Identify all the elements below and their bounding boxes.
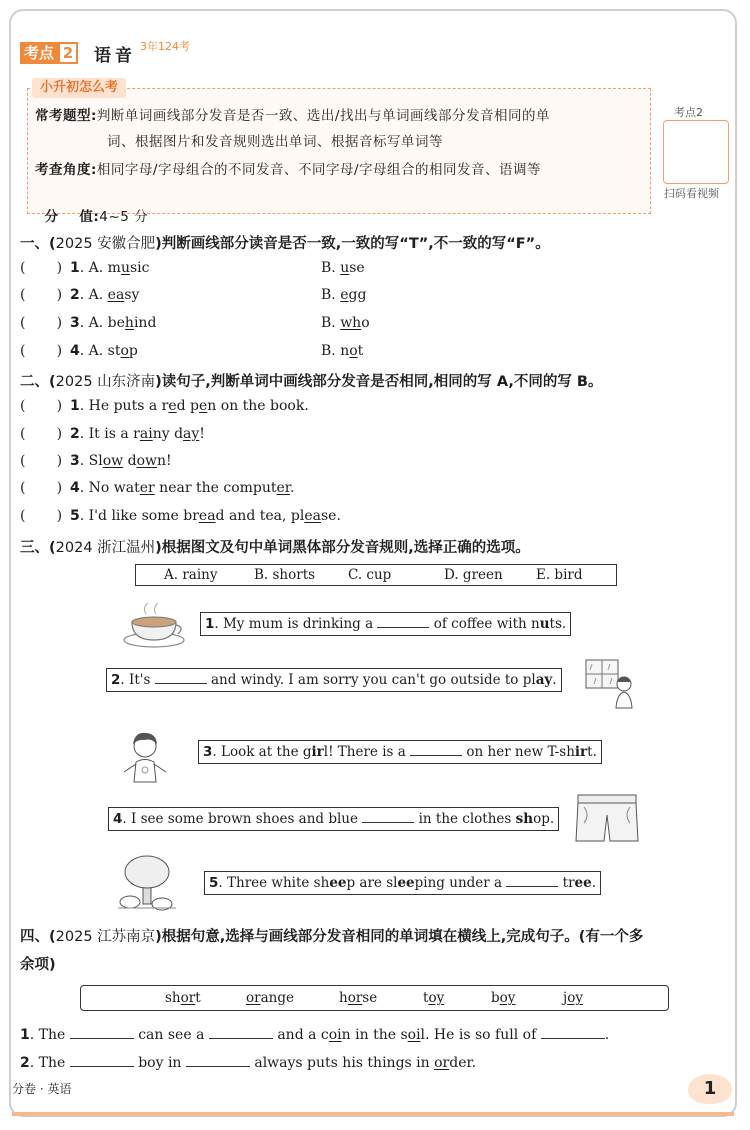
s3-q1-bold: u — [539, 616, 550, 632]
s3-q4-num: 4 — [113, 811, 123, 827]
s4-s1-a: . The — [29, 1027, 66, 1043]
section-4-text: )根据句意,选择与画线部分发音相同的单词填在横线上,完成句子。(有一个多 — [155, 929, 644, 945]
section-1-title — [20, 232, 550, 253]
s3-q1-end: ts. — [549, 616, 567, 632]
s3-q5-bold2: ee — [397, 875, 415, 891]
s4-s2-blank-2[interactable] — [186, 1054, 250, 1067]
s4-s2-num: 2 — [20, 1055, 30, 1071]
s4-s2-c: always puts his things in order. — [254, 1055, 477, 1071]
word-short: short — [165, 990, 201, 1006]
s3-q5-end: . — [591, 875, 597, 891]
section-3-title — [20, 536, 530, 557]
s3-q5-mid2: ping under a — [414, 875, 503, 891]
word-horse: horse — [339, 990, 378, 1006]
info-label-types: 常考题型: — [35, 108, 97, 124]
s2-row-1: ( ) 1. He puts a red pen on the book. — [20, 398, 309, 414]
section-3-text: )根据图文及句中单词黑体部分发音规则,选择正确的选项。 — [155, 540, 530, 556]
s3-q5-num: 5 — [209, 875, 219, 891]
s3-q2-end: . — [552, 672, 557, 688]
s1-row-4: ( ) 4. A. stop — [20, 343, 138, 359]
option-b: B. shorts — [254, 567, 316, 583]
s3-q2-post: and windy. I am sorry you can't go outside to pl — [210, 672, 536, 688]
s4-s2-b: boy in — [138, 1055, 182, 1071]
s1-row-3: ( ) 3. A. behind — [20, 315, 157, 331]
page-number: 1 — [688, 1074, 732, 1104]
topic-title: 语音 — [94, 46, 136, 66]
exam-info-tag: 小升初怎么考 — [32, 78, 126, 98]
s3-q5-pre: . Three white sh — [218, 875, 330, 891]
s3-q1-num: 1 — [205, 616, 215, 632]
footer-label: 分卷 · 英语 — [12, 1082, 72, 1096]
s4-sentence-1 — [20, 1026, 609, 1043]
s2-row-2: ( ) 2. It is a rainy day! — [20, 426, 205, 442]
s1-opt-b-3: B. who — [321, 315, 370, 331]
info-text-types: 判断单词画线部分发音是否一致、选出/找出与单词画线部分发音相同的单 — [96, 108, 550, 124]
s3-q1-pre: . My mum is drinking a — [214, 616, 374, 632]
s1-row-2: ( ) 2. A. easy — [20, 287, 140, 303]
word-joy: joy — [563, 990, 583, 1006]
s3-q3-mid: l! There is a — [323, 744, 406, 760]
info-line-2: 词、根据图片和发音规则选出单词、根据音标写单词等 — [107, 134, 443, 150]
shorts-icon — [574, 793, 640, 845]
s3-question-5 — [204, 871, 601, 895]
s3-q3-post: on her new T-sh — [466, 744, 575, 760]
section-1-prefix: 一、( — [20, 236, 56, 252]
word-orange: orange — [246, 990, 294, 1006]
s3-q5-post: tr — [562, 875, 575, 891]
s2-num-3: 3 — [70, 453, 80, 469]
s3-q4-end: op. — [533, 811, 555, 827]
section-4-prefix: 四、( — [20, 929, 56, 945]
s3-q1-post: of coffee with n — [433, 616, 540, 632]
option-a: A. rainy — [164, 567, 218, 583]
s4-s1-blank-3[interactable] — [541, 1026, 605, 1039]
s3-q3-blank[interactable] — [410, 743, 462, 756]
qr-label: 考点2 — [674, 106, 703, 119]
word-toy: toy — [423, 990, 445, 1006]
section-3-options-box — [135, 564, 617, 586]
option-e: E. bird — [536, 567, 583, 583]
s4-s1-b: can see a — [138, 1027, 205, 1043]
info-line-4 — [35, 187, 148, 227]
s1-num-1: 1 — [70, 260, 80, 276]
topic-stat: 3年124考 — [140, 40, 190, 53]
info-text-angle: 相同字母/字母组合的不同发音、不同字母/字母组合的相同发音、语调等 — [96, 162, 542, 178]
s3-q2-blank[interactable] — [155, 671, 207, 684]
section-3-prefix: 三、( — [20, 540, 56, 556]
s4-s1-blank-1[interactable] — [70, 1026, 134, 1039]
s2-row-4: ( ) 4. No water near the computer. — [20, 480, 295, 496]
section-4-title-cont: 余项) — [20, 957, 56, 973]
coffee-cup-icon — [118, 600, 188, 650]
s3-question-1 — [200, 612, 571, 636]
s3-q3-end: t. — [587, 744, 597, 760]
s1-num-4: 4 — [70, 343, 80, 359]
s3-q3-pre: . Look at the g — [212, 744, 312, 760]
s3-question-3 — [198, 740, 602, 764]
s4-s2-a: . The — [29, 1055, 66, 1071]
s4-s1-blank-2[interactable] — [209, 1026, 273, 1039]
s1-opt-b-2: B. egg — [321, 287, 367, 303]
s1-num-2: 2 — [70, 287, 80, 303]
info-label-angle: 考查角度: — [35, 162, 97, 178]
s3-q4-pre: . I see some brown shoes and blue — [122, 811, 358, 827]
section-4-word-box — [80, 985, 669, 1011]
s3-question-2 — [106, 668, 562, 692]
s4-s2-blank-1[interactable] — [70, 1054, 134, 1067]
section-4-source: 2025 江苏南京 — [55, 929, 156, 945]
section-1-source: 2025 安徽合肥 — [55, 236, 156, 252]
qr-caption: 扫码看视频 — [664, 187, 719, 200]
girl-icon — [120, 728, 170, 784]
topic-badge — [20, 42, 78, 64]
tree-sheep-icon — [116, 850, 178, 912]
info-line-3 — [35, 160, 541, 180]
section-2-text: )读句子,判断单词中画线部分发音是否相同,相同的写 A,不同的写 B。 — [155, 374, 603, 390]
s1-row-1: ( ) 1. A. music — [20, 260, 150, 276]
s3-question-4 — [108, 807, 559, 831]
info-text-score: 4~5 分 — [99, 209, 149, 225]
section-4-title — [20, 925, 643, 946]
s2-row-5: ( ) 5. I'd like some bread and tea, please. — [20, 508, 341, 524]
s3-q2-pre: . It's — [120, 672, 151, 688]
s2-num-1: 1 — [70, 398, 80, 414]
s3-q5-mid1: p are sl — [346, 875, 398, 891]
section-2-prefix: 二、( — [20, 374, 56, 390]
s3-q5-bold1: ee — [329, 875, 347, 891]
s1-num-3: 3 — [70, 315, 80, 331]
s3-q4-post: in the clothes — [418, 811, 516, 827]
s4-s1-c: and a coin in the soil. He is so full of — [277, 1027, 537, 1043]
s4-s1-d: . — [604, 1027, 610, 1043]
s2-num-5: 5 — [70, 508, 80, 524]
s3-q5-blank[interactable] — [506, 874, 558, 887]
option-d: D. green — [444, 567, 503, 583]
word-boy: boy — [491, 990, 516, 1006]
s3-q3-bold1: ir — [311, 744, 324, 760]
section-2-source: 2025 山东济南 — [55, 374, 156, 390]
s3-q3-num: 3 — [203, 744, 213, 760]
s3-q4-bold: sh — [515, 811, 534, 827]
s2-num-4: 4 — [70, 480, 80, 496]
rainy-window-icon — [584, 658, 636, 710]
s3-q2-bold: ay — [535, 672, 553, 688]
section-3-source: 2024 浙江温州 — [55, 540, 156, 556]
s4-s1-num: 1 — [20, 1027, 30, 1043]
info-label-score: 分 值: — [44, 209, 100, 225]
info-line-1 — [35, 106, 550, 126]
section-2-title — [20, 370, 602, 391]
option-c: C. cup — [348, 567, 392, 583]
topic-badge-label: 考点 — [20, 42, 58, 64]
s1-opt-b-4: B. not — [321, 343, 364, 359]
s2-num-2: 2 — [70, 426, 80, 442]
s4-sentence-2 — [20, 1054, 476, 1071]
s3-q4-blank[interactable] — [362, 810, 414, 823]
s3-q5-bold3: ee — [574, 875, 592, 891]
s3-q3-bold2: ir — [574, 744, 588, 760]
topic-badge-number: 2 — [58, 42, 78, 64]
s3-q1-blank[interactable] — [377, 615, 429, 628]
bottom-bar — [12, 1112, 734, 1116]
s1-opt-b-1: B. use — [321, 260, 365, 276]
section-1-text: )判断画线部分读音是否一致,一致的写“T”,不一致的写“F”。 — [155, 236, 550, 252]
s2-row-3: ( ) 3. Slow down! — [20, 453, 172, 469]
qr-code-placeholder[interactable] — [663, 120, 729, 184]
s3-q2-num: 2 — [111, 672, 121, 688]
